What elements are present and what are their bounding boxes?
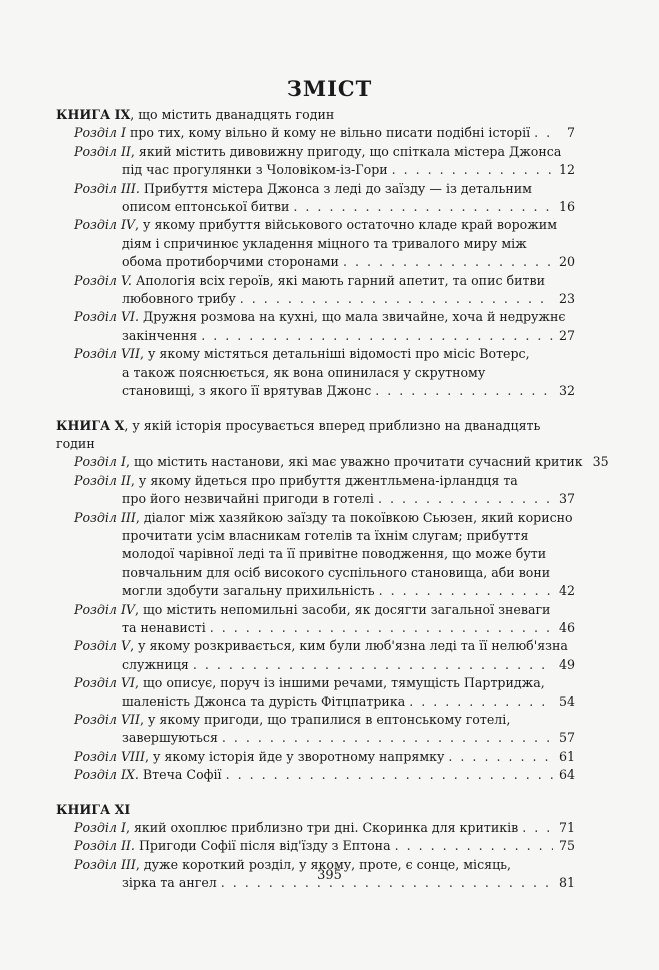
toc-entry-text	[122, 290, 236, 308]
toc-entry	[56, 143, 575, 180]
toc-entry-line	[74, 693, 575, 711]
book-heading	[56, 106, 575, 124]
toc-entry-text	[122, 253, 339, 271]
toc-entry-line	[74, 216, 575, 234]
chapter-title-text: , у якому містяться детальніші відомості про місіс Вотерс,	[140, 346, 530, 362]
toc-entry	[56, 637, 575, 674]
toc-entry-leader-row	[122, 290, 575, 308]
toc-entry-line	[74, 180, 575, 198]
chapter-title-text: , що містить непомильні засоби, як досягти загальної зневаги	[135, 601, 551, 617]
chapter-title-text: , що містить настанови, які має уважно прочитати сучасний критик	[125, 454, 583, 470]
toc-entry-line	[74, 509, 575, 527]
chapter-page-number: 27	[558, 327, 575, 343]
chapter-title-text: обома протиборчими сторонами	[122, 254, 339, 270]
table-of-contents	[56, 106, 609, 909]
dot-leader	[226, 766, 553, 784]
toc-entry-text	[74, 473, 518, 488]
chapter-label: Розділ IX.	[74, 767, 139, 783]
chapter-label: Розділ ІІ	[74, 143, 131, 159]
toc-entry-line	[74, 235, 575, 253]
toc-entry-line	[74, 601, 575, 619]
toc-entry-text	[74, 273, 545, 288]
toc-entry-text	[74, 346, 530, 361]
book-label: КНИГА Х	[56, 417, 125, 433]
toc-entry-text	[122, 490, 374, 508]
chapter-title-text: повчальним для осіб високого суспільного становища, аби вони	[122, 564, 551, 580]
chapter-title-text: Пригоди Софії після від'їзду з Ептона	[138, 838, 391, 854]
toc-entry-leader-row	[74, 124, 575, 142]
toc-entry-text	[122, 365, 485, 380]
chapter-title-text: , у якому йдеться про прибуття джентльмена-ірландця та	[130, 472, 518, 488]
toc-entry-line	[74, 729, 575, 747]
toc-entry-leader-row	[122, 619, 575, 637]
chapter-page-number: 61	[558, 748, 575, 764]
chapter-title-text: молодої чарівної леді та її привітне поводження, що може бути	[122, 546, 547, 562]
toc-entry	[56, 674, 575, 711]
chapter-title-text: , у якому історія йде у зворотному напрямку	[144, 748, 445, 764]
chapter-title-text: Втеча Софії	[142, 767, 222, 783]
dot-leader	[379, 582, 553, 600]
toc-entry-leader-row	[122, 327, 575, 345]
dot-leader	[201, 327, 553, 345]
toc-entry-text	[74, 638, 568, 653]
book-label: КНИГА ХІ	[56, 801, 131, 817]
chapter-page-number: 37	[558, 491, 575, 507]
dot-leader	[210, 619, 553, 637]
toc-entry-leader-row	[122, 253, 575, 271]
chapter-page-number: 54	[558, 693, 575, 709]
chapter-title-text: могли здобути загальну прихильність	[122, 583, 375, 599]
chapter-title-text: , що описує, поруч із іншими речами, тямущість Партриджа,	[135, 675, 545, 691]
toc-entry-text	[74, 748, 444, 766]
chapter-label: Розділ IV	[74, 217, 136, 233]
toc-entry	[56, 711, 575, 748]
chapter-title-text: завершуються	[122, 730, 218, 746]
chapter-label: Розділ VII	[74, 346, 141, 362]
toc-entry-text	[74, 217, 557, 232]
toc-entry-line	[74, 453, 609, 471]
toc-entry	[56, 819, 575, 837]
toc-entry	[56, 601, 575, 638]
chapter-title-text: любовного трибу	[122, 291, 236, 307]
toc-entry-text	[122, 546, 546, 561]
chapter-title-text: , діалог між хазяйкою заїзду та покоївкою Сьюзен, який корисно	[135, 509, 573, 525]
book-section	[56, 106, 575, 401]
chapter-page-number: 12	[558, 162, 575, 178]
toc-entry-text	[74, 837, 391, 855]
toc-entry-text	[122, 327, 197, 345]
toc-entry-line	[74, 711, 575, 729]
toc-entry-line	[74, 637, 575, 655]
chapter-page-number: 57	[558, 730, 575, 746]
chapter-label: Розділ І	[74, 454, 126, 470]
chapter-title-text: , у якому розкривається, ким були люб'язна леді та її нелюб'язна	[130, 638, 568, 654]
toc-entry-leader-row	[74, 837, 575, 855]
chapter-title-text: , який містить дивовижну пригоду, що спіткала містера Джонса	[130, 143, 562, 159]
toc-entry-leader-row	[74, 748, 575, 766]
chapter-title-text: описом ептонської битви	[122, 199, 290, 215]
chapter-label: Розділ ІІІ.	[74, 180, 140, 196]
chapter-label: Розділ ІІ.	[74, 838, 135, 854]
toc-entry-line	[74, 290, 575, 308]
chapter-title-text: зірка та ангел	[122, 875, 217, 891]
toc-entry-line	[74, 748, 575, 766]
chapter-title-text: Апологія всіх героїв, які мають гарний апетит, та опис битви	[135, 272, 545, 288]
dot-leader	[343, 253, 553, 271]
dot-leader	[392, 161, 553, 179]
chapter-title-text: шаленість Джонса та дурість Фітцпатрика	[122, 693, 406, 709]
toc-entry-leader-row	[122, 382, 575, 400]
chapter-page-number: 42	[558, 583, 575, 599]
toc-entry-line	[74, 253, 575, 271]
toc-entry-leader-row	[74, 766, 575, 784]
chapter-title-text: служниця	[122, 656, 189, 672]
toc-entry-line	[74, 656, 575, 674]
toc-entry-leader-row	[122, 656, 575, 674]
toc-entry-text	[74, 453, 583, 471]
toc-entry-line	[74, 837, 575, 855]
book-description: , що містить дванадцять годин	[130, 107, 335, 122]
toc-entry	[56, 472, 575, 509]
toc-entry-leader-row	[122, 198, 575, 216]
chapter-page-number: 23	[558, 291, 575, 307]
toc-entry	[56, 124, 575, 142]
toc-entry-text	[74, 766, 222, 784]
toc-entry-line	[74, 198, 575, 216]
toc-entry-line	[74, 382, 575, 400]
toc-entry-line	[74, 766, 575, 784]
toc-entry-line	[74, 674, 575, 692]
toc-entry-text	[122, 693, 405, 711]
toc-entry-text	[122, 528, 528, 543]
toc-entry-leader-row	[122, 161, 575, 179]
chapter-page-number: 75	[558, 838, 575, 854]
toc-entry-text	[74, 602, 550, 617]
book-label: КНИГА IX	[56, 107, 131, 122]
toc-entry-text	[74, 675, 545, 690]
toc-entry-leader-row	[122, 490, 575, 508]
toc-entry-text	[122, 236, 527, 251]
toc-entry	[56, 748, 575, 766]
toc-entry-line	[74, 527, 575, 545]
chapter-label: Розділ VIII	[74, 748, 145, 764]
dot-leader	[395, 837, 553, 855]
chapter-title-text: закінчення	[122, 327, 198, 343]
book-heading	[56, 801, 575, 819]
toc-entry-text	[74, 144, 561, 159]
toc-entry	[56, 180, 575, 217]
chapter-label: Розділ VI.	[74, 309, 140, 325]
toc-entry-leader-row	[74, 453, 609, 471]
chapter-label: Розділ І	[74, 125, 126, 141]
chapter-page-number: 32	[558, 383, 575, 399]
toc-entry-leader-row	[122, 729, 575, 747]
toc-entry-line	[74, 161, 575, 179]
book-heading	[56, 417, 575, 454]
page-number: 395	[317, 868, 342, 883]
chapter-title-text: про тих, кому вільно й кому не вільно писати подібні історії	[129, 125, 531, 141]
toc-entry	[56, 216, 575, 271]
book-section	[56, 417, 609, 785]
toc-entry-line	[74, 327, 575, 345]
toc-entry-text	[74, 712, 510, 727]
chapter-label: Розділ VII	[74, 712, 141, 727]
book-description: , у якій історія просувається вперед приблизно на дванадцять годин	[56, 417, 541, 451]
dot-leader	[375, 382, 553, 400]
chapter-title-text: , у якому пригоди, що трапилися в ептонському готелі,	[140, 712, 511, 727]
toc-entry-text	[74, 309, 565, 324]
chapter-page-number: 49	[558, 656, 575, 672]
chapter-title-text: а також пояснюється, як вона опинилася у скрутному	[122, 364, 486, 380]
chapter-page-number: 20	[558, 254, 575, 270]
dot-leader	[193, 656, 553, 674]
chapter-page-number: 64	[558, 767, 575, 783]
chapter-label: Розділ V	[74, 638, 131, 654]
toc-entry-text	[122, 656, 189, 674]
toc-entry	[56, 308, 575, 345]
toc-entry-line	[74, 143, 575, 161]
toc-entry	[56, 509, 575, 601]
chapter-title-text: , дуже короткий розділ, у якому, проте, є сонце, місяць,	[135, 856, 512, 872]
toc-entry-text	[122, 619, 206, 637]
chapter-page-number: 35	[592, 454, 609, 470]
toc-entry-text	[74, 181, 532, 196]
toc-entry-leader-row	[122, 693, 575, 711]
toc-entry	[56, 837, 575, 855]
chapter-title-text: діям і спричинює укладення міцного та тривалого миру між	[122, 235, 527, 251]
chapter-label: Розділ ІІ	[74, 472, 131, 488]
dot-leader	[409, 693, 553, 711]
toc-entry-line	[74, 345, 575, 363]
dot-leader	[522, 819, 553, 837]
chapter-title-text: становищі, з якого її врятував Джонс	[122, 383, 372, 399]
chapter-page-number: 81	[558, 875, 575, 891]
toc-entry-text	[122, 729, 218, 747]
chapter-label: Розділ І	[74, 820, 126, 836]
chapter-label: Розділ ІІІ	[74, 509, 136, 525]
chapter-title-text: про його незвичайні пригоди в готелі	[122, 491, 374, 507]
chapter-title-text: Прибуття містера Джонса з леді до заїзду — із детальним	[143, 180, 532, 196]
toc-entry-line	[74, 308, 575, 326]
toc-entry-leader-row	[74, 819, 575, 837]
toc-entry	[56, 766, 575, 784]
chapter-page-number: 46	[558, 619, 575, 635]
chapter-page-number: 7	[566, 125, 575, 141]
toc-entry-line	[74, 364, 575, 382]
dot-leader	[293, 198, 553, 216]
chapter-label: Розділ ІІІ	[74, 856, 136, 872]
chapter-title-text: , який охоплює приблизно три дні. Скоринка для критиків	[125, 820, 519, 836]
chapter-label: Розділ VI	[74, 675, 136, 691]
chapter-page-number: 16	[558, 199, 575, 215]
dot-leader	[378, 490, 553, 508]
page-title: ЗМІСТ	[286, 76, 373, 101]
toc-entry-line	[74, 490, 575, 508]
toc-entry-line	[74, 272, 575, 290]
toc-entry	[56, 453, 609, 471]
toc-entry	[56, 272, 575, 309]
toc-entry-text	[122, 382, 371, 400]
chapter-label: Розділ V.	[74, 272, 132, 288]
toc-entry-line	[74, 545, 575, 563]
dot-leader	[448, 748, 553, 766]
chapter-title-text: прочитати усім власникам готелів та їхнім слугам; прибуття	[122, 527, 529, 543]
toc-entry-text	[74, 124, 530, 142]
toc-entry-text	[74, 819, 518, 837]
toc-entry-line	[74, 819, 575, 837]
dot-leader	[222, 729, 553, 747]
chapter-page-number: 71	[558, 820, 575, 836]
chapter-title-text: під час прогулянки з Чоловіком-із-Гори	[122, 162, 388, 178]
toc-entry-line	[74, 582, 575, 600]
toc-entry	[56, 345, 575, 400]
toc-entry-text	[122, 161, 388, 179]
toc-entry-text	[74, 510, 573, 525]
toc-entry-text	[122, 565, 550, 580]
chapter-title-text: та ненависті	[122, 619, 206, 635]
toc-entry-line	[74, 564, 575, 582]
dot-leader	[534, 124, 553, 142]
chapter-label: Розділ IV	[74, 601, 136, 617]
toc-entry-leader-row	[122, 582, 575, 600]
toc-entry-line	[74, 472, 575, 490]
toc-entry-line	[74, 124, 575, 142]
toc-entry-line	[74, 619, 575, 637]
chapter-title-text: Дружня розмова на кухні, що мала звичайне, хоча й недружнє	[143, 309, 566, 325]
dot-leader	[240, 290, 553, 308]
toc-entry-text	[122, 582, 375, 600]
chapter-title-text: , у якому прибуття військового остаточно кладе край ворожим	[135, 217, 557, 233]
toc-entry-text	[122, 198, 289, 216]
